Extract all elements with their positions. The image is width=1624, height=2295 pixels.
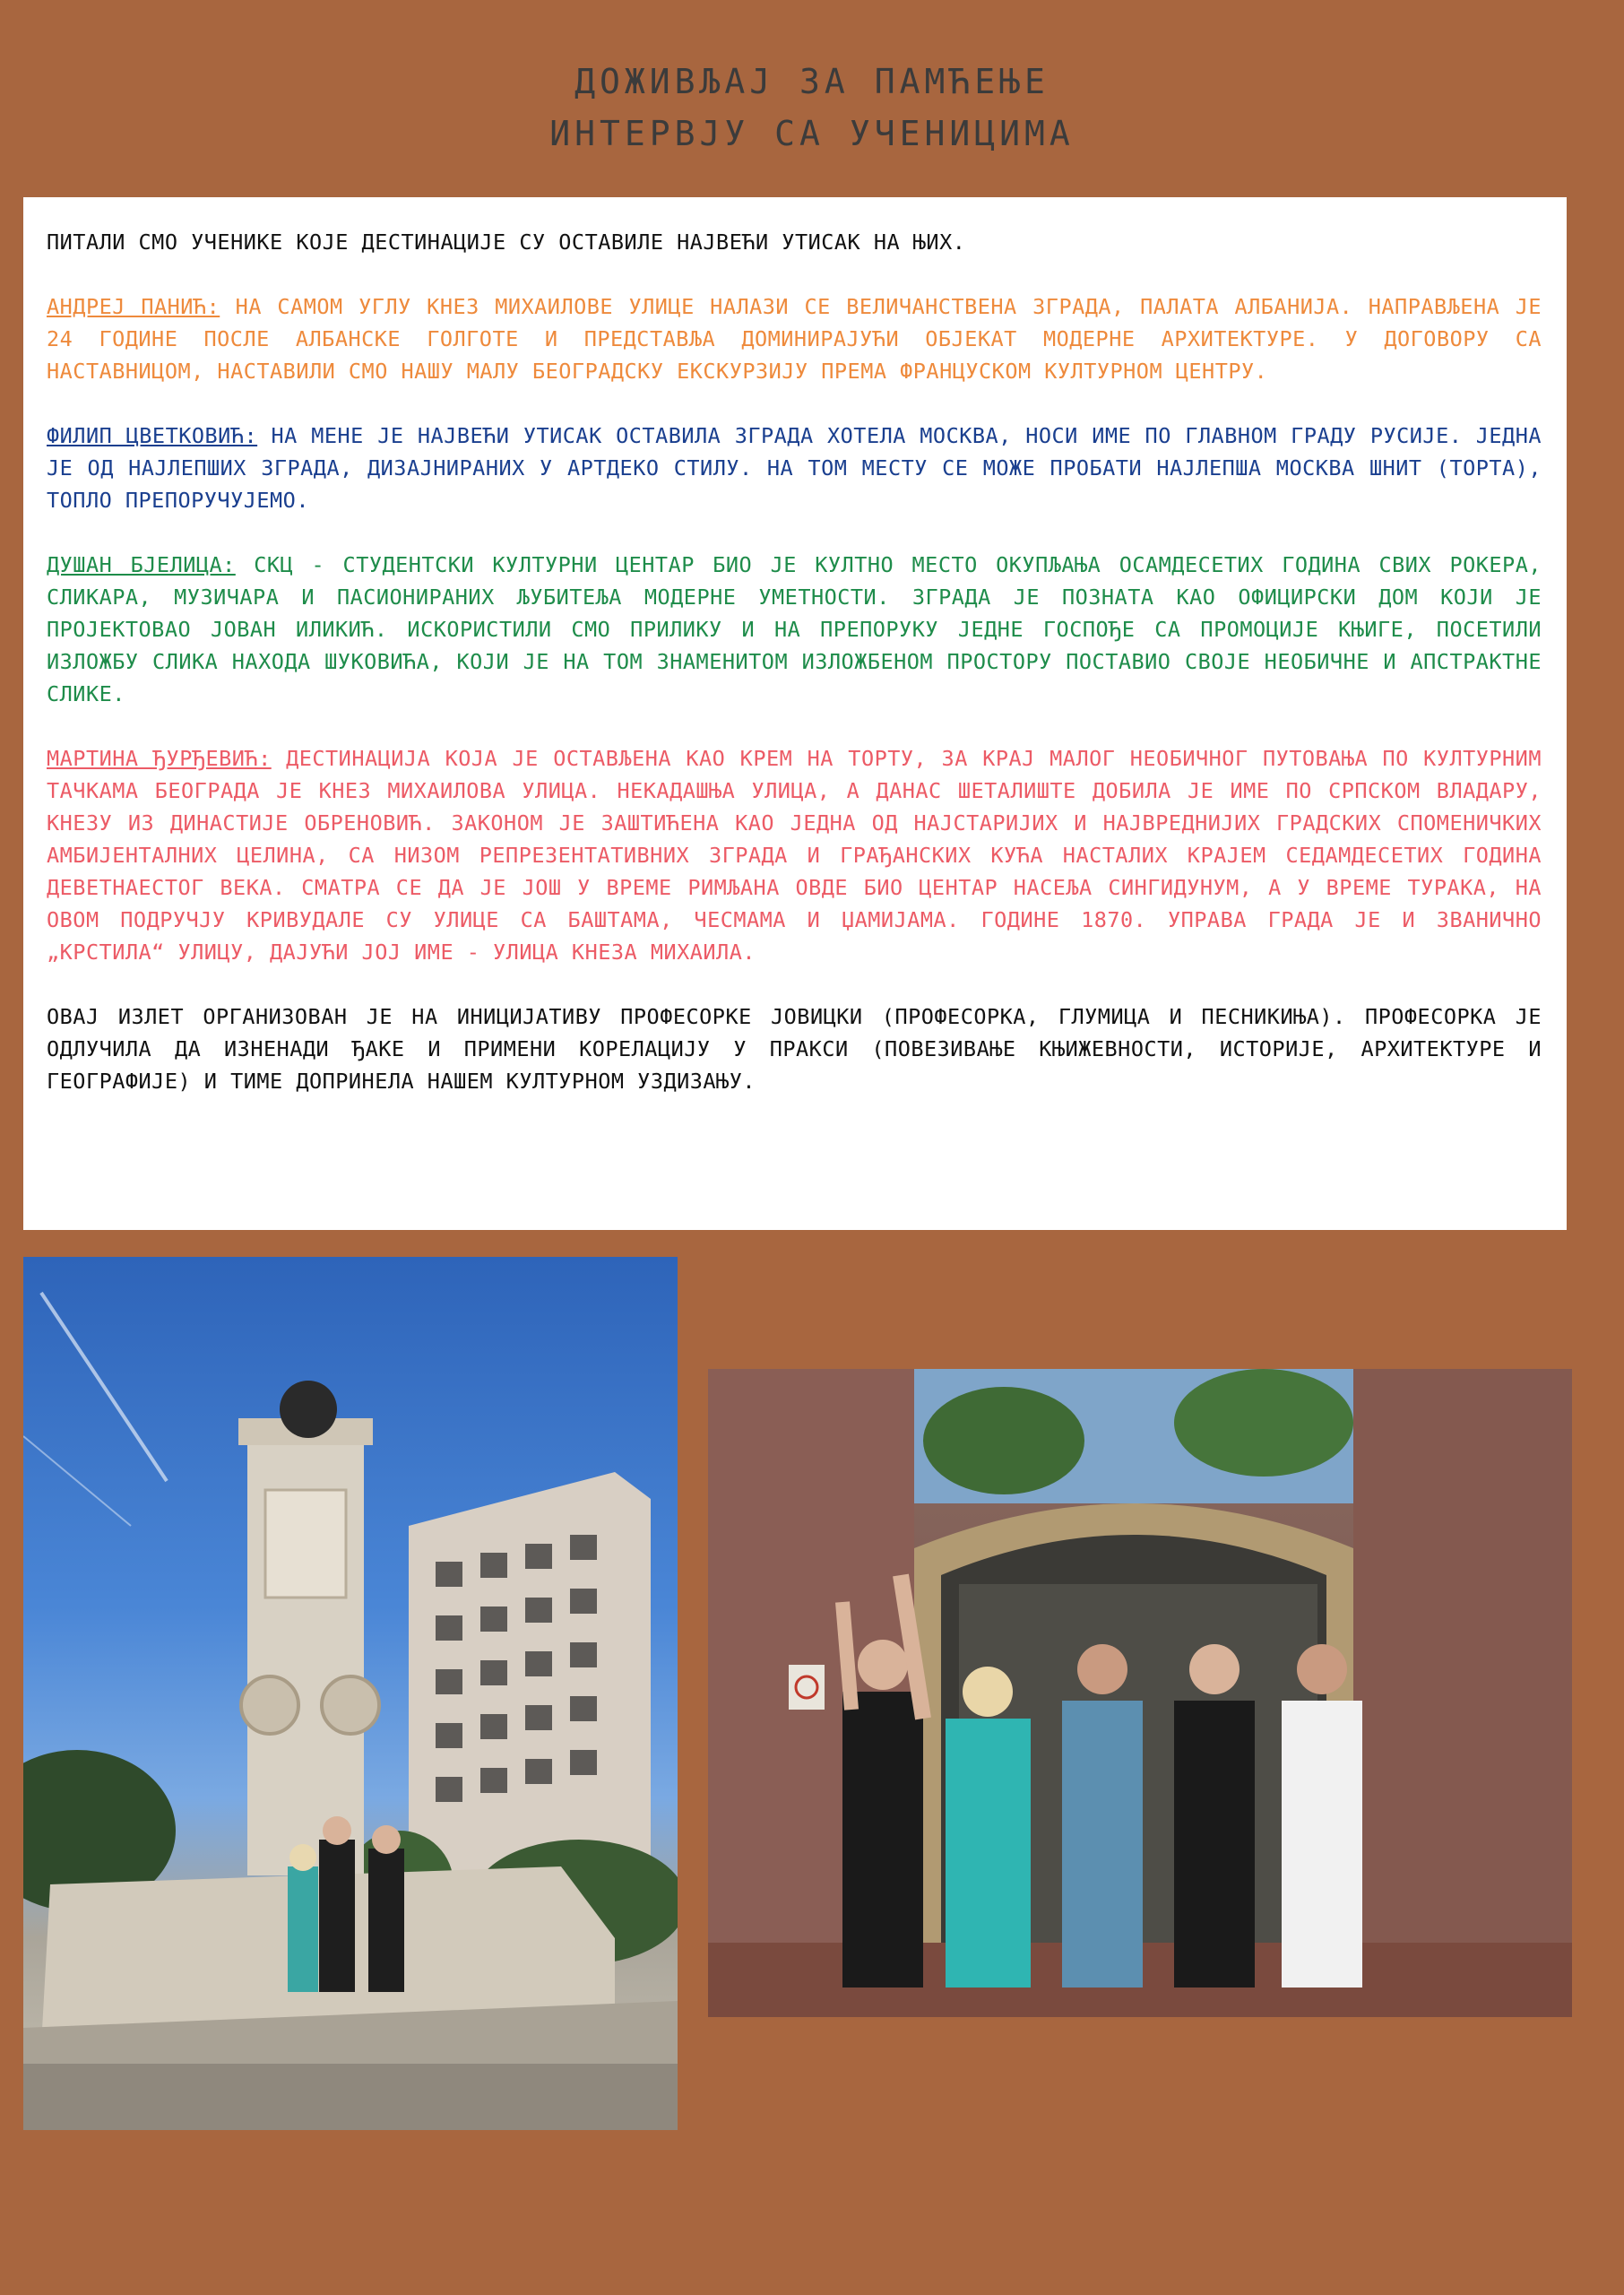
paragraph-andrej: [47, 290, 1542, 387]
paragraph-dusan: [47, 549, 1542, 710]
article-panel: [23, 197, 1567, 1230]
student-name-martina: МАРТИНА ЂУРЂЕВИЋ:: [47, 746, 272, 771]
paragraph-filip: [47, 420, 1542, 516]
photo-monument: [23, 1257, 678, 2130]
photo-hotel-entrance-icon: [708, 1369, 1572, 2017]
paragraph-andrej-text: НА САМОМ УГЛУ КНЕЗ МИХАИЛОВЕ УЛИЦЕ НАЛАЗИ СЕ ВЕЛИЧАНСТВЕНА ЗГРАДА, ПАЛАТА АЛБАНИЈА. НАПРАВЉЕНА ЈЕ 24 ГОДИНЕ ПОСЛЕ АЛБАНСКЕ ГОЛГОТЕ И ПРЕДСТАВЉА ДОМИНИРАЈУЋИ ОБЈЕКАТ МОДЕРНЕ АРХИТЕКТУРЕ. У ДОГОВОРУ СА НАСТАВНИЦОМ, НАСТАВИЛИ СМО НАШУ МАЛУ БЕОГРАДСКУ ЕКСКУРЗИЈУ ПРЕМА ФРАНЦУСКОМ КУЛТУРНОМ ЦЕНТРУ.: [47, 294, 1542, 384]
student-name-andrej: АНДРЕЈ ПАНИЋ:: [47, 294, 220, 319]
closing-paragraph: ОВАЈ ИЗЛЕТ ОРГАНИЗОВАН ЈЕ НА ИНИЦИЈАТИВУ ПРОФЕСОРКЕ ЈОВИЦКИ (ПРОФЕСОРКА, ГЛУМИЦА И ПЕСНИКИЊА). ПРОФЕСОРКА ЈЕ ОДЛУЧИЛА ДА ИЗНЕНАДИ ЂАКЕ И ПРИМЕНИ КОРЕЛАЦИЈУ У ПРАКСИ (ПОВЕЗИВАЊЕ КЊИЖЕВНОСТИ, ИСТОРИЈЕ, АРХИТЕКТУРЕ И ГЕОГРАФИЈЕ) И ТИМЕ ДОПРИНЕЛА НАШЕМ КУЛТУРНОМ УЗДИЗАЊУ.: [47, 1004, 1542, 1094]
paragraph-filip-text: НА МЕНЕ ЈЕ НАЈВЕЋИ УТИСАК ОСТАВИЛА ЗГРАДА ХОТЕЛА МОСКВА, НОСИ ИМЕ ПО ГЛАВНОМ ГРАДУ РУСИЈЕ. ЈЕДНА ЈЕ ОД НАЈЛЕПШИХ ЗГРАДА, ДИЗАЈНИРАНИХ У АРТДЕКО СТИЛУ. НА ТОМ МЕСТУ СЕ МОЖЕ ПРОБАТИ НАЈЛЕПША МОСКВА ШНИТ (ТОРТА), ТОПЛО ПРЕПОРУЧУЈЕМО.: [47, 423, 1542, 513]
intro-paragraph: ПИТАЛИ СМО УЧЕНИКЕ КОЈЕ ДЕСТИНАЦИЈЕ СУ ОСТАВИЛЕ НАЈВЕЋИ УТИСАК НА ЊИХ.: [47, 230, 966, 255]
photo-hotel-entrance: [708, 1369, 1572, 2017]
paragraph-martina-text: ДЕСТИНАЦИЈА КОЈА ЈЕ ОСТАВЉЕНА КАО КРЕМ НА ТОРТУ, ЗА КРАЈ МАЛОГ НЕОБИЧНОГ ПУТОВАЊА ПО КУЛТУРНИМ ТАЧКАМА БЕОГРАДА ЈЕ КНЕЗ МИХАИЛОВА УЛИЦА. НЕКАДАШЊА УЛИЦА, А ДАНАС ШЕТАЛИШТЕ ДОБИЛА ЈЕ ИМЕ ПО СРПСКОМ ВЛАДАРУ, КНЕЗУ ИЗ ДИНАСТИЈЕ ОБРЕНОВИЋ. ЗАКОНОМ ЈЕ ЗАШТИЋЕНА КАО ЈЕДНА ОД НАЈСТАРИЈИХ И НАЈВРЕДНИЈИХ ГРАДСКИХ СПОМЕНИЧКИХ АМБИЈЕНТАЛНИХ ЦЕЛИНА, СА НИЗОМ РЕПРЕЗЕНТАТИВНИХ ЗГРАДА И ГРАЂАНСКИХ КУЋА НАСТАЛИХ КРАЈЕМ СЕДАМДЕСЕТИХ ГОДИНА ДЕВЕТНАЕСТОГ ВЕКА. СМАТРА СЕ ДА ЈЕ ЈОШ У ВРЕМЕ РИМЉАНА ОВДЕ БИО ЦЕНТАР НАСЕЉА СИНГИДУНУМ, А У ВРЕМЕ ТУРАКА, НА ОВОМ ПОДРУЧЈУ КРИВУДАЛЕ СУ УЛИЦЕ СА БАШТАМА, ЧЕСМАМА И ЏАМИЈАМА. ГОДИНЕ 1870. УПРАВА ГРАДА ЈЕ И ЗВАНИЧНО „КРСТИЛА“ УЛИЦУ, ДАЈУЋИ ЈОЈ ИМЕ - УЛИЦА КНЕЗА МИХАИЛА.: [47, 746, 1542, 965]
photo-monument-icon: [23, 1257, 678, 2130]
title-line-2: ИНТЕРВЈУ СА УЧЕНИЦИМА: [549, 114, 1075, 153]
title-line-1: ДОЖИВЉАЈ ЗА ПАМЋЕЊЕ: [574, 62, 1050, 101]
student-name-dusan: ДУШАН БЈЕЛИЦА:: [47, 552, 236, 577]
page-title: [0, 56, 1624, 160]
paragraph-martina: [47, 742, 1542, 968]
student-name-filip: ФИЛИП ЦВЕТКОВИЋ:: [47, 423, 258, 448]
paragraph-dusan-text: СКЦ - СТУДЕНТСКИ КУЛТУРНИ ЦЕНТАР БИО ЈЕ КУЛТНО МЕСТО ОКУПЉАЊА ОСАМДЕСЕТИХ ГОДИНА СВИХ РОКЕРА, СЛИКАРА, МУЗИЧАРА И ПАСИОНИРАНИХ ЉУБИТЕЉА МОДЕРНЕ УМЕТНОСТИ. ЗГРАДА ЈЕ ПОЗНАТА КАО ОФИЦИРСКИ ДОМ КОЈИ ЈЕ ПРОЈЕКТОВАО ЈОВАН ИЛИКИЋ. ИСКОРИСТИЛИ СМО ПРИЛИКУ И НА ПРЕПОРУКУ ЈЕДНЕ ГОСПОЂЕ СА ПРОМОЦИЈЕ КЊИГЕ, ПОСЕТИЛИ ИЗЛОЖБУ СЛИКА НАХОДА ШУКОВИЋА, КОЈИ ЈЕ НА ТОМ ЗНАМЕНИТОМ ИЗЛОЖБЕНОМ ПРОСТОРУ ПОСТАВИО СВОЈЕ НЕОБИЧНЕ И АПСТРАКТНЕ СЛИКЕ.: [47, 552, 1542, 706]
